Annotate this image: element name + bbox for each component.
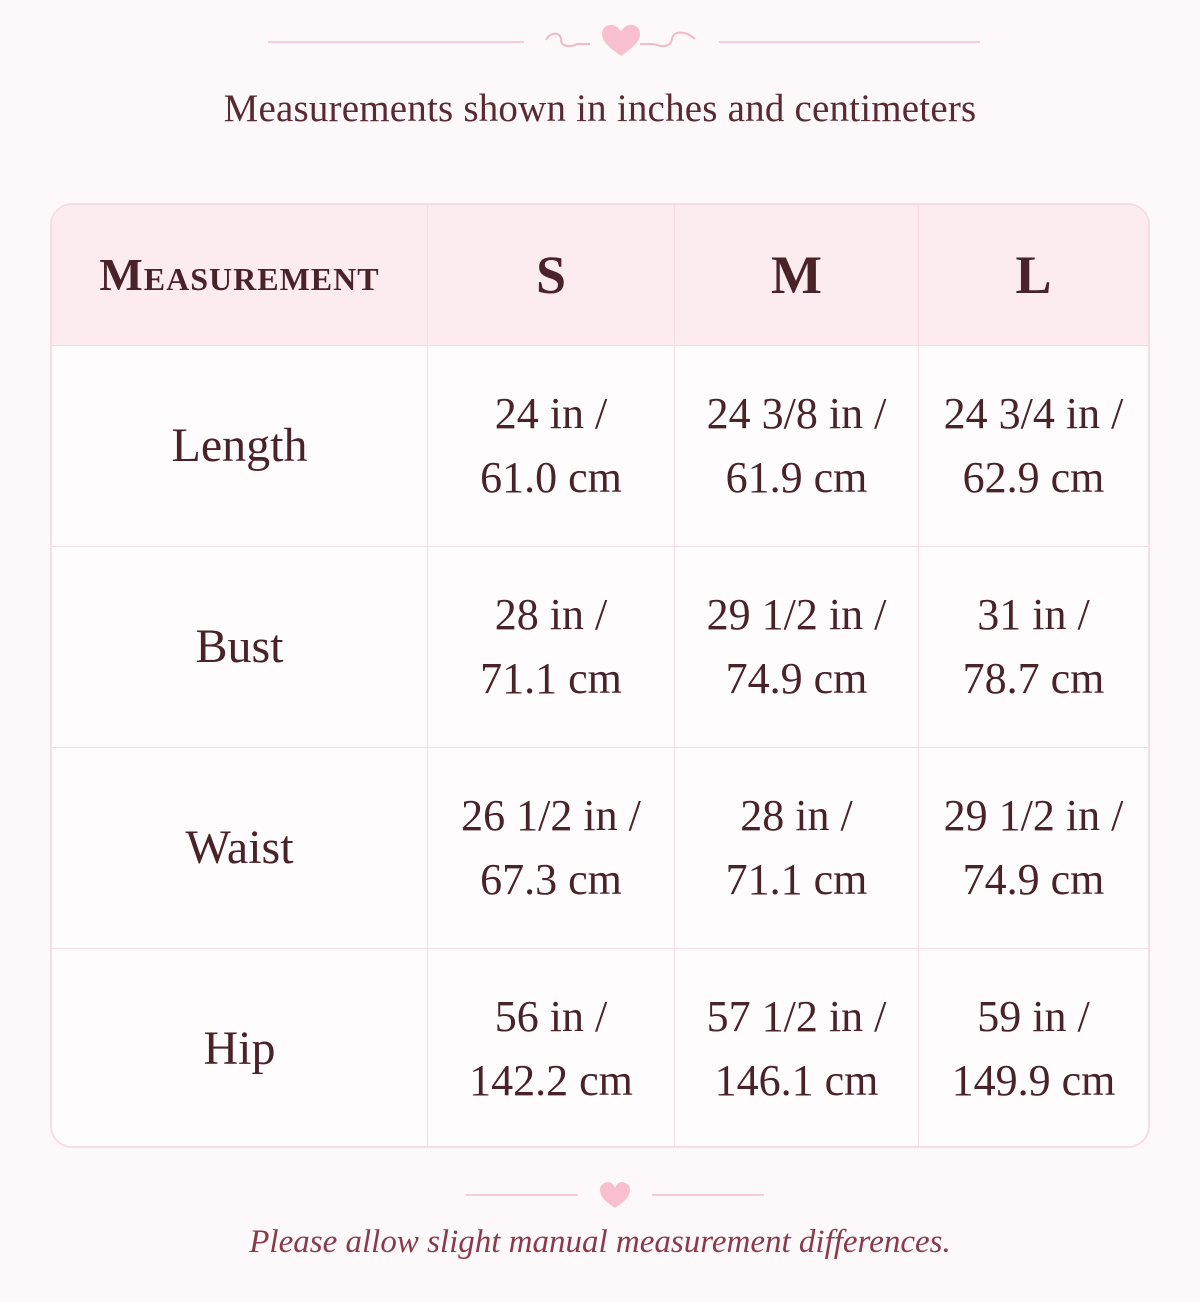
header-size-m xyxy=(675,205,919,345)
cm-value: 74.9 cm xyxy=(962,854,1105,904)
inch-value: 29 1/2 in / xyxy=(943,790,1124,840)
table-row xyxy=(52,546,1148,747)
inch-value: 57 1/2 in / xyxy=(706,991,887,1041)
cm-value: 78.7 cm xyxy=(962,653,1105,703)
cm-value: 67.3 cm xyxy=(480,854,622,904)
size-label: S xyxy=(535,244,567,305)
table-cell xyxy=(919,948,1149,1148)
size-label: L xyxy=(1015,244,1052,305)
header-label: Measurement xyxy=(99,249,380,301)
row-label: Waist xyxy=(185,821,294,874)
row-label-cell xyxy=(52,345,428,546)
cm-value: 61.0 cm xyxy=(480,452,622,502)
table-cell xyxy=(675,546,919,747)
table-row xyxy=(52,948,1148,1148)
table-cell xyxy=(675,948,919,1148)
size-chart-table xyxy=(50,203,1150,1148)
inch-value: 24 3/8 in / xyxy=(706,388,887,438)
row-label: Hip xyxy=(203,1022,276,1076)
row-label: Length xyxy=(171,419,308,472)
table-cell xyxy=(675,747,919,948)
inch-value: 59 in / xyxy=(977,991,1090,1041)
header-size-s xyxy=(428,205,675,345)
inch-value: 31 in / xyxy=(977,589,1090,639)
table-header-row xyxy=(52,205,1148,345)
row-label: Bust xyxy=(195,620,284,673)
table-row xyxy=(52,747,1148,948)
size-label: M xyxy=(771,244,822,305)
table-cell xyxy=(919,546,1149,747)
cm-value: 146.1 cm xyxy=(714,1055,879,1105)
cm-value: 71.1 cm xyxy=(480,653,622,703)
table-cell xyxy=(428,546,675,747)
table-cell xyxy=(919,747,1149,948)
cm-value: 71.1 cm xyxy=(725,854,868,904)
inch-value: 29 1/2 in / xyxy=(706,589,887,639)
header-measurement xyxy=(52,205,428,345)
inch-value: 24 3/4 in / xyxy=(943,388,1124,438)
subtitle: Measurements shown in inches and centimeters xyxy=(223,87,977,130)
row-label-cell xyxy=(52,546,428,747)
inch-value: 24 in / xyxy=(494,388,608,438)
table-cell xyxy=(919,345,1149,546)
inch-value: 26 1/2 in / xyxy=(461,790,641,840)
cm-value: 74.9 cm xyxy=(725,653,868,703)
row-label-cell xyxy=(52,948,428,1148)
heart-divider-icon xyxy=(0,1177,1200,1213)
heart-swirl-divider-icon xyxy=(0,22,1200,62)
footnote: Please allow slight manual measurement differences. xyxy=(249,1224,951,1260)
table-row xyxy=(52,345,1148,546)
cm-value: 61.9 cm xyxy=(725,452,868,502)
table-cell xyxy=(428,747,675,948)
row-label-cell xyxy=(52,747,428,948)
header-size-l xyxy=(919,205,1149,345)
cm-value: 62.9 cm xyxy=(962,452,1105,502)
cm-value: 142.2 cm xyxy=(469,1055,633,1105)
inch-value: 28 in / xyxy=(494,589,608,639)
table-cell xyxy=(428,948,675,1148)
table-cell xyxy=(675,345,919,546)
inch-value: 28 in / xyxy=(740,790,853,840)
inch-value: 56 in / xyxy=(494,991,608,1041)
cm-value: 149.9 cm xyxy=(951,1055,1116,1105)
table-cell xyxy=(428,345,675,546)
